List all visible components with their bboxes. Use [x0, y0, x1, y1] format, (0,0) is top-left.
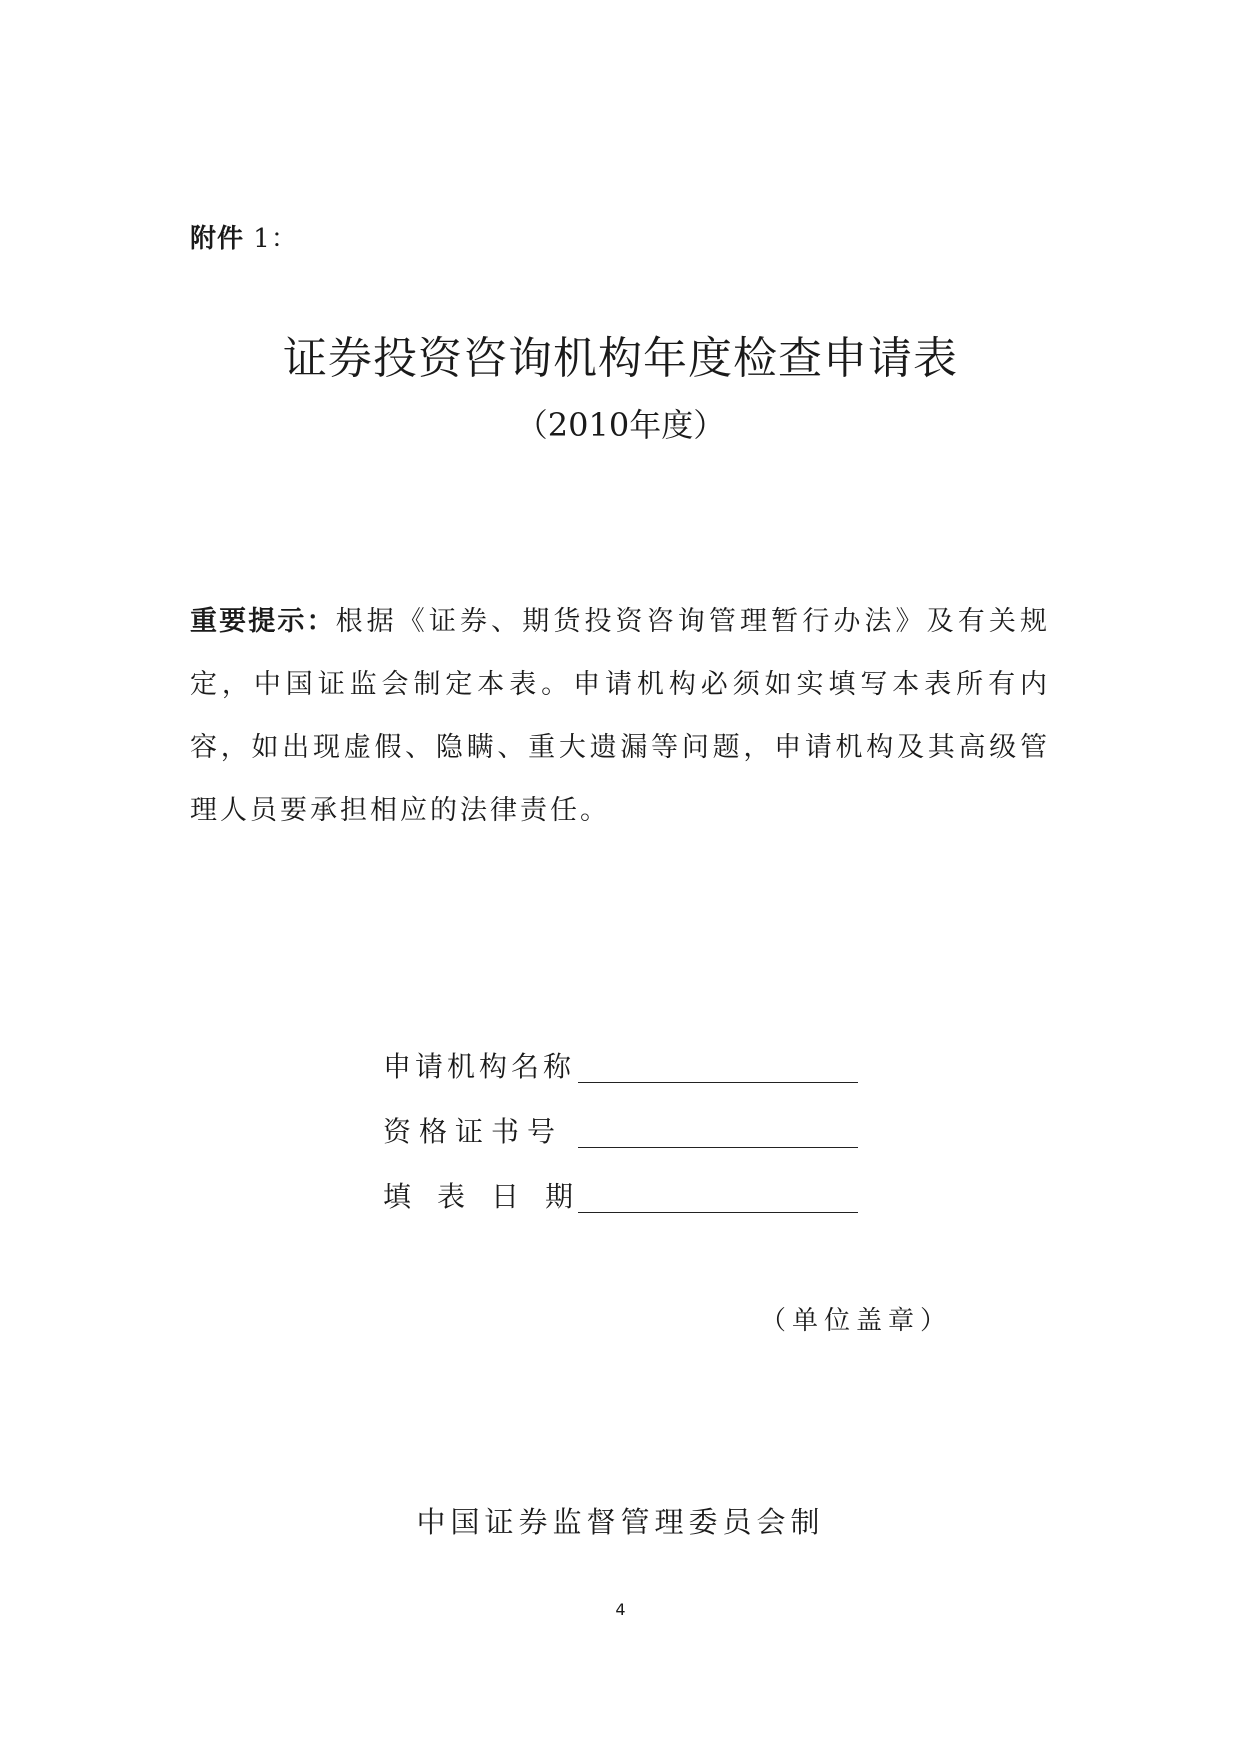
attachment-label — [190, 218, 298, 255]
important-notice — [190, 590, 1050, 842]
form-row-institution-name — [383, 1045, 575, 1085]
notice-label: 重要提示： — [190, 606, 336, 637]
form-row-certificate-number — [383, 1110, 563, 1150]
certificate-number-label: 资格证书号 — [383, 1115, 564, 1148]
attachment-number: 1： — [244, 224, 298, 254]
institution-name-field[interactable] — [578, 1082, 858, 1083]
institution-name-label: 申请机构名称 — [383, 1050, 576, 1083]
document-subtitle: （2010年度） — [515, 406, 726, 444]
fill-date-field[interactable] — [578, 1212, 858, 1213]
page-number: 4 — [615, 1600, 626, 1619]
fill-date-label: 填表日期 — [383, 1180, 600, 1213]
issuer: 中国证券监督管理委员会制 — [416, 1505, 825, 1539]
seal-note: （单位盖章） — [760, 1306, 953, 1336]
form-row-fill-date — [383, 1175, 599, 1215]
attachment-word: 附件 — [190, 224, 245, 254]
document-title: 证券投资咨询机构年度检查申请表 — [283, 333, 958, 384]
notice-text: 根据《证券、期货投资咨询管理暂行办法》及有关规定，中国证监会制定本表。申请机构必须如实填写本表所有内容，如出现虚假、隐瞒、重大遗漏等问题，申请机构及其高级管理人员要承担相应的法律责任。 — [190, 606, 1051, 826]
certificate-number-field[interactable] — [578, 1147, 858, 1148]
